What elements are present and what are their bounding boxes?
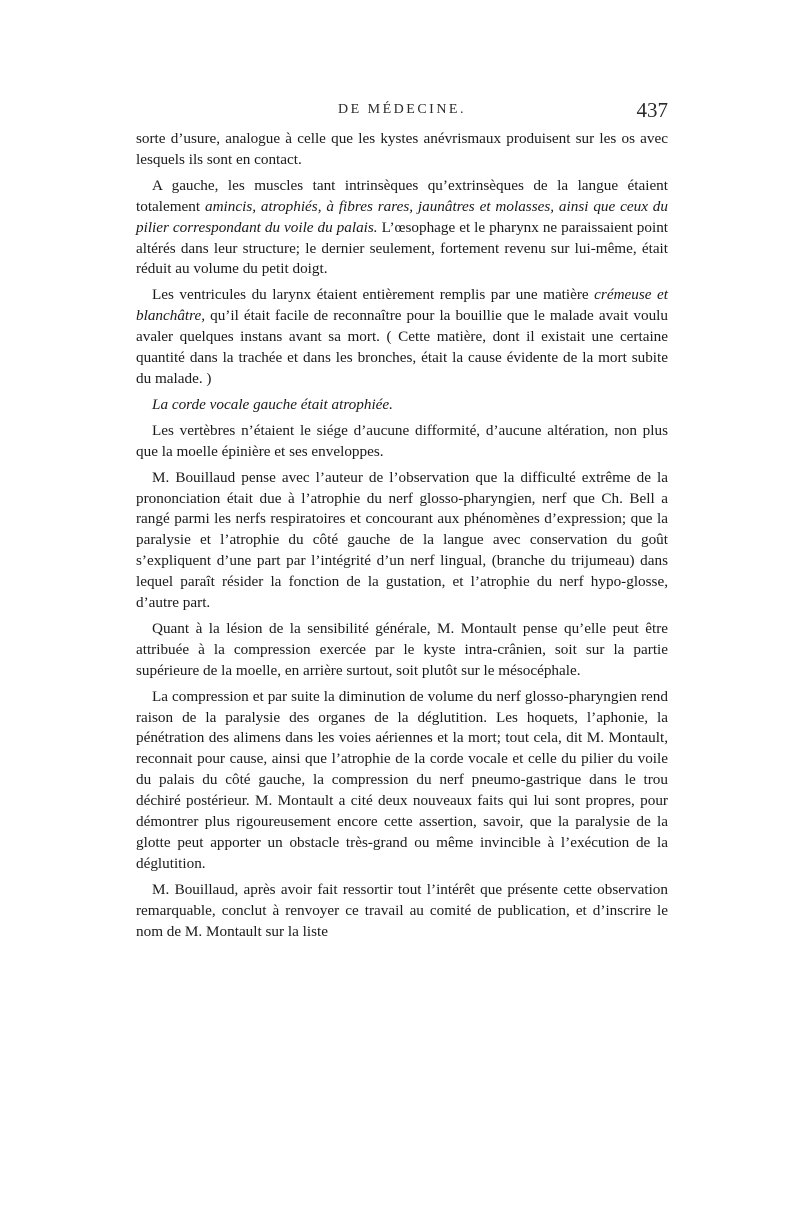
paragraph-muscles-italic: amincis, atrophiés, à fibres rares, jaunâtres et molasses, ainsi que ceux du pilier correspondant du voile du palais. [136,197,668,236]
paragraph-ventricles-text-2: qu’il était facile de reconnaître pour la bouillie que le malade avait voulu avaler quelques instans avant sa mort. ( Cette matière, dont il existait une certaine quantité dans la trachée et dans les bronches, était la cause évidente de la mort subite du malade. ) [136,307,668,387]
paragraph-ventricles-text-1: Les ventricules du larynx étaient entièrement remplis par une matière [152,286,595,304]
paragraph-muscles-text-2: L’œsophage et le pharynx ne paraissaient point altérés dans leur structure; le dernier seulement, fortement revenu sur lui-même, était réduit au volume du petit doigt. [136,218,669,278]
paragraph-vertebrae: Les vertèbres n’étaient le siége d’aucune difformité, d’aucune altération, non plus que la moelle épinière et ses enveloppes. [136,421,668,460]
paragraph-ventricles-italic: crémeuse et blanchâtre, [136,286,668,325]
body-text [136,129,668,948]
paragraph-muscles-text-1: A gauche, les muscles tant intrinsèques qu’extrinsèques de la langue étaient totalement [136,176,668,215]
page-number: 437 [636,98,668,122]
paragraph-continued: sorte d’usure, analogue à celle que les kystes anévrismaux produisent sur les os avec lesquels ils sont en contact. [136,130,668,168]
paragraph-sensibility: Quant à la lésion de la sensibilité générale, M. Montault pense qu’elle peut être attribuée à la compression exercée par le kyste intra-crânien, soit sur la partie supérieure de la moelle, en arrière surtout, soit plutôt sur le mésocéphale. [136,619,668,679]
running-title: DE MÉDECINE. [338,102,466,117]
paragraph-ventricles [136,285,668,390]
paragraph-compression: La compression et par suite la diminution de volume du nerf glosso-pharyngien rend raison de la paralysie des organes de la déglutition. Les hoquets, l’aphonie, la pénétration des alimens dans les voies aériennes et la mort; tout cela, dit M. Montault, reconnait pour cause, ainsi que l’atrophie de la corde vocale et celle du pilier du voile du palais du côté gauche, la compression du nerf pneumo-gastrique dans le trou déchiré postérieur. M. Montault a cité deux nouveaux faits qui lui sont propres, pour démontrer plus rigoureusement encore cette assertion, savoir, que la paralysie de la glotte peut apporter un obstacle très-grand ou même invincible à l’exécution de la déglutition. [136,687,668,872]
paragraph-bouillaud-opinion: M. Bouillaud pense avec l’auteur de l’observation que la difficulté extrême de la prononciation était due à l’atrophie du nerf glosso-pharyngien, nerf que Ch. Bell a rangé parmi les nerfs respiratoires et concourant aux phénomènes d’expression; que la paralysie et l’atrophie du côté gauche de la langue avec conservation du goût s’expliquent d’une part par l’intégrité d’un nerf lingual, (branche du trijumeau) dans lequel paraît résider la fonction de la gustation, et l’atrophie du nerf hypo-glosse, d’autre part. [136,468,668,612]
paragraph-conclusion: M. Bouillaud, après avoir fait ressortir tout l’intérêt que présente cette observation remarquable, conclut à renvoyer ce travail au comité de publication, et d’inscrire le nom de M. Montault sur la liste [136,880,668,940]
paragraph-vocal-cord: La corde vocale gauche était atrophiée. [152,395,393,413]
paragraph-muscles [136,176,668,281]
running-head [136,100,668,126]
